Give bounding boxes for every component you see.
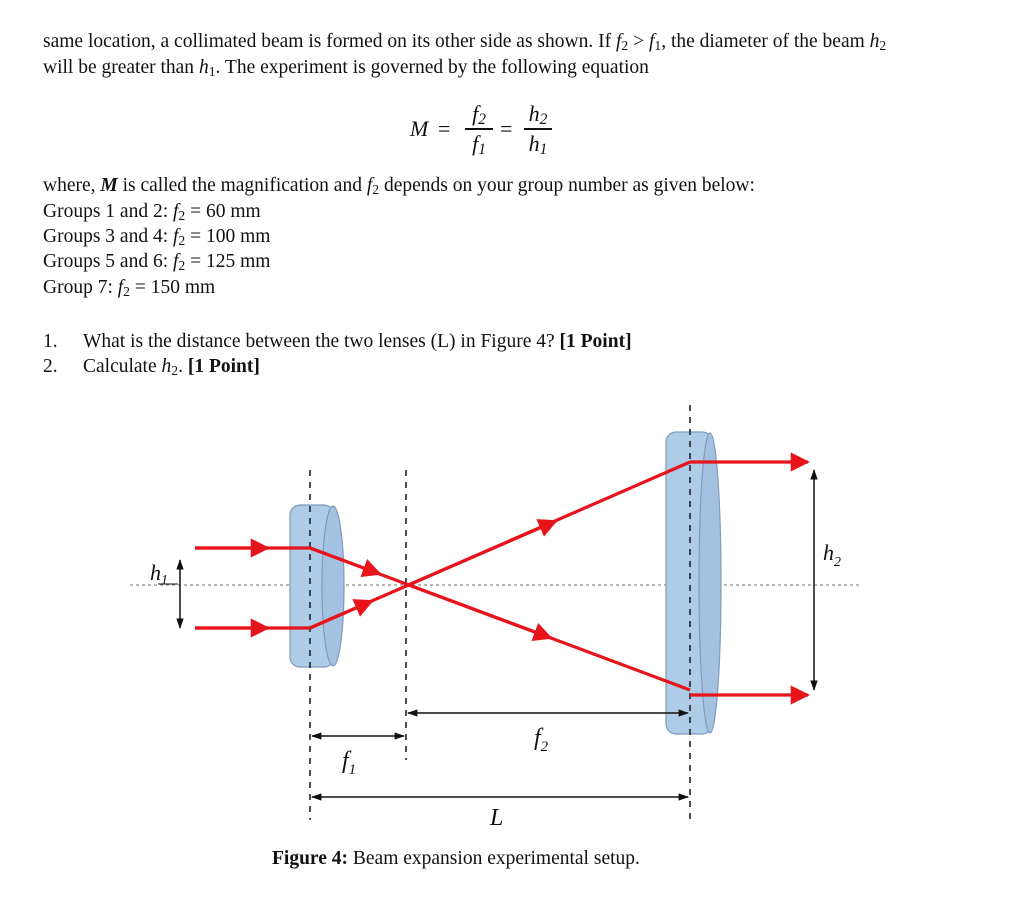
var-f2: f bbox=[173, 251, 179, 272]
var-h: h bbox=[528, 101, 540, 126]
var-f2: f bbox=[615, 31, 622, 52]
group-label: Group 7: bbox=[43, 277, 118, 298]
sub: 2 bbox=[171, 363, 179, 378]
sub: 2 bbox=[539, 111, 548, 128]
label-h1 bbox=[150, 560, 168, 588]
caption-text: Beam expansion experimental setup. bbox=[348, 848, 640, 869]
sub: 2 bbox=[178, 258, 186, 273]
label-h1-main: h bbox=[150, 560, 161, 585]
question-points: [1 Point] bbox=[559, 331, 632, 352]
lens-2 bbox=[666, 432, 721, 734]
ray-arrow bbox=[406, 584, 551, 638]
intro-text: same location, a collimated beam is formed on its other side as shown. If bbox=[43, 31, 616, 52]
group-value: = 150 mm bbox=[130, 277, 216, 298]
var-h2: h bbox=[161, 356, 172, 377]
where-text: is called the magnification and bbox=[117, 175, 367, 196]
question-number: 1. bbox=[43, 331, 58, 352]
label-f1 bbox=[342, 748, 356, 778]
question-text: . bbox=[178, 356, 188, 377]
sub: 2 bbox=[478, 111, 486, 128]
question-number: 2. bbox=[43, 356, 58, 377]
question-points: [1 Point] bbox=[187, 356, 260, 377]
intro-text: will be greater than bbox=[43, 57, 199, 78]
var-f2: f bbox=[173, 226, 179, 247]
label-h2-sub: 2 bbox=[834, 555, 841, 570]
sub: 2 bbox=[879, 38, 887, 53]
sub: 1 bbox=[478, 140, 486, 158]
group-value: = 125 mm bbox=[185, 251, 271, 272]
var-f2: f bbox=[366, 175, 373, 196]
var-f: f bbox=[472, 130, 479, 156]
var-h2: h bbox=[869, 31, 880, 52]
sub: 2 bbox=[621, 38, 629, 53]
label-h2-main: h bbox=[823, 540, 834, 565]
var-h1: h bbox=[198, 57, 209, 78]
label-h2 bbox=[823, 540, 841, 570]
question-text: What is the distance between the two lenses (L) in Figure 4? bbox=[83, 331, 560, 352]
group-label: Groups 1 and 2: bbox=[43, 201, 173, 222]
label-f1-main: f bbox=[342, 748, 349, 774]
where-text: depends on your group number as given below: bbox=[379, 175, 755, 196]
var-f1: f bbox=[648, 31, 655, 52]
ray-arrow bbox=[406, 521, 556, 586]
h1-dimension bbox=[158, 560, 180, 628]
label-f2-main: f bbox=[534, 725, 541, 751]
sub: 1 bbox=[539, 140, 548, 158]
where-text: where, bbox=[43, 175, 101, 196]
var-f: f bbox=[472, 101, 479, 126]
label-f2 bbox=[534, 725, 549, 755]
sub: 2 bbox=[123, 284, 130, 299]
sub: 1 bbox=[654, 38, 662, 53]
label-h1-sub: 1 bbox=[161, 573, 168, 588]
var-f2: f bbox=[173, 201, 179, 222]
label-f1-sub: 1 bbox=[348, 762, 357, 778]
lens-1 bbox=[290, 505, 344, 667]
eq-sign: = bbox=[438, 116, 451, 141]
sub: 2 bbox=[178, 208, 186, 223]
eq-lhs: M bbox=[410, 116, 429, 141]
group-value: = 60 mm bbox=[185, 201, 261, 222]
intro-text: , the diameter of the beam bbox=[661, 31, 870, 52]
sub: 2 bbox=[372, 182, 380, 197]
operator: > bbox=[628, 31, 649, 52]
label-f2-sub: 2 bbox=[540, 739, 549, 755]
sub: 2 bbox=[178, 233, 186, 248]
group-label: Groups 3 and 4: bbox=[43, 226, 173, 247]
figure-caption bbox=[272, 848, 640, 870]
var-h: h bbox=[528, 130, 540, 156]
sub: 1 bbox=[208, 64, 216, 79]
var-M: M bbox=[100, 175, 118, 196]
group-label: Groups 5 and 6: bbox=[43, 251, 173, 272]
var-f2: f bbox=[117, 277, 124, 298]
question-text: Calculate bbox=[83, 356, 162, 377]
label-L: L bbox=[490, 805, 504, 831]
eq-sign: = bbox=[500, 116, 513, 141]
group-value: = 100 mm bbox=[185, 226, 271, 247]
intro-text: . The experiment is governed by the following equation bbox=[215, 57, 649, 78]
caption-label: Figure 4: bbox=[272, 848, 349, 869]
